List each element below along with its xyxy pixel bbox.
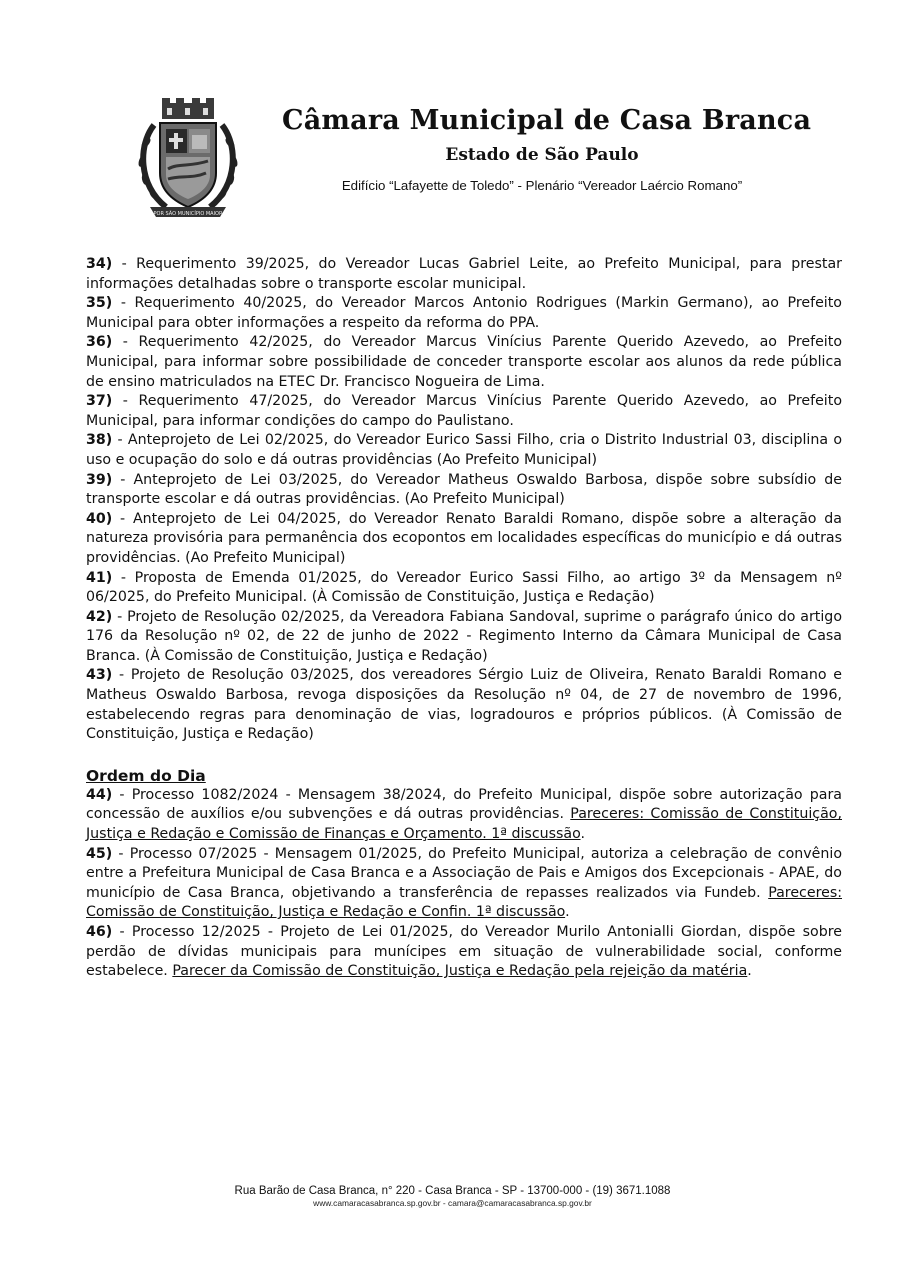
seal-motto: POR SÃO MUNICÍPIO MAIOR xyxy=(153,211,223,217)
item-text: - Processo 07/2025 - Mensagem 01/2025, do Prefeito Municipal, autoriza a celebração de convênio entre a Prefeitura Municipal de Casa Branca e a Associação de Pais e Amigos dos Excepcionais - APAE, do município de Casa Branca, objetivando a transferência de repasses realizados via Fundeb. xyxy=(86,845,842,901)
footer xyxy=(0,1185,905,1208)
document-body xyxy=(86,255,842,982)
agenda-item xyxy=(86,569,842,608)
agenda-item xyxy=(86,471,842,510)
agenda-item xyxy=(86,510,842,569)
institution-building: Edifício “Lafayette de Toledo” - Plenário “Vereador Laércio Romano” xyxy=(341,178,743,193)
item-text: - Requerimento 39/2025, do Vereador Lucas Gabriel Leite, ao Prefeito Municipal, para prestar informações detalhadas sobre o transporte escolar municipal. xyxy=(86,256,842,292)
footer-address: Rua Barão de Casa Branca, n° 220 - Casa Branca - SP - 13700-000 - (19) 3671.1088 xyxy=(234,1185,671,1197)
item-number: 45) xyxy=(86,845,113,862)
item-number: 39) xyxy=(86,471,113,488)
item-number: 40) xyxy=(86,510,113,527)
ordem-item xyxy=(86,845,842,923)
item-number: 44) xyxy=(86,786,113,803)
item-text: - Proposta de Emenda 01/2025, do Vereador Eurico Sassi Filho, ao artigo 3º da Mensagem nº 06/2025, do Prefeito Municipal. (À Comissão de Constituição, Justiça e Redação) xyxy=(86,569,842,606)
item-number: 38) xyxy=(86,432,113,449)
item-text: - Anteprojeto de Lei 04/2025, do Vereador Renato Baraldi Romano, dispõe sobre a alteração da natureza provisória para permanência dos ecopontos em localidades específicas do município e dá outras providências. (Ao Prefeito Municipal) xyxy=(86,510,842,566)
item-text: - Projeto de Resolução 03/2025, dos vereadores Sérgio Luiz de Oliveira, Renato Baraldi Romano e Matheus Oswaldo Barbosa, revoga disposições da Resolução nº 04, de 27 de novembro de 1996, estabelecendo regras para denominação de vias, logradouros e próprios públicos. (À Comissão de Constituição, Justiça e Redação) xyxy=(86,667,842,743)
ordem-item xyxy=(86,923,842,982)
agenda-item xyxy=(86,333,842,392)
agenda-item xyxy=(86,392,842,431)
item-text: - Processo 1082/2024 - Mensagem 38/2024, do Prefeito Municipal, dispõe sobre autorização para concessão de auxílios e/ou subvenções e dá outras providências. xyxy=(86,786,842,823)
item-number: 34) xyxy=(86,256,113,272)
section-title-ordem-do-dia: Ordem do Dia xyxy=(86,766,206,785)
item-number: 37) xyxy=(86,393,113,410)
item-opinion: Parecer da Comissão de Constituição, Justiça e Redação pela rejeição da matéria xyxy=(172,963,748,980)
item-text: - Requerimento 42/2025, do Vereador Marcus Vinícius Parente Querido Azevedo, ao Prefeito Municipal, para informar sobre possibilidade de conceder transporte escolar aos alunos da rede pública de ensino matriculados na ETEC Dr. Francisco Nogueira de Lima. xyxy=(86,334,842,390)
item-opinion: Pareceres: Comissão de Constituição, Justiça e Redação e Confin. 1ª discussão xyxy=(86,884,842,921)
institution-state: Estado de São Paulo xyxy=(445,145,639,165)
agenda-item xyxy=(86,255,842,294)
item-text: - Requerimento 47/2025, do Vereador Marcus Vinícius Parente Querido Azevedo, ao Prefeito Municipal, para informar condições do campo do Paulistano. xyxy=(86,393,842,429)
agenda-item xyxy=(86,431,842,470)
item-number: 35) xyxy=(86,295,113,312)
agenda-item xyxy=(86,608,842,667)
item-number: 42) xyxy=(86,608,113,625)
item-number: 41) xyxy=(86,569,113,586)
letterhead xyxy=(132,95,812,225)
item-text: - Requerimento 40/2025, do Vereador Marcos Antonio Rodrigues (Markin Germano), ao Prefeito Municipal para obter informações a respeito da reforma do PPA. xyxy=(86,295,842,331)
item-number: 36) xyxy=(86,334,113,351)
footer-web: www.camaracasabranca.sp.gov.br - camara@camaracasabranca.sp.gov.br xyxy=(313,1198,592,1208)
item-number: 46) xyxy=(86,924,113,940)
agenda-item xyxy=(86,294,842,333)
item-text: - Anteprojeto de Lei 03/2025, do Vereador Matheus Oswaldo Barbosa, dispõe sobre subsídio de transporte escolar e dá outras providências. (Ao Prefeito Municipal) xyxy=(86,471,842,508)
item-text: - Anteprojeto de Lei 02/2025, do Vereador Eurico Sassi Filho, cria o Distrito Industrial 03, disciplina o uso e ocupação do solo e dá outras providências (Ao Prefeito Municipal) xyxy=(86,432,842,468)
coat-of-arms-icon xyxy=(132,95,244,223)
item-tail: . xyxy=(580,826,586,843)
item-text: - Projeto de Resolução 02/2025, da Vereadora Fabiana Sandoval, suprime o parágrafo único do artigo 176 da Resolução nº 02, de 22 de junho de 2022 - Regimento Interno da Câmara Municipal de Casa Branca. (À Comissão de Constituição, Justiça e Redação) xyxy=(86,608,842,664)
institution-title: Câmara Municipal de Casa Branca xyxy=(282,105,812,136)
item-tail: . xyxy=(747,963,752,980)
ordem-item xyxy=(86,786,842,845)
item-text: - Processo 12/2025 - Projeto de Lei 01/2025, do Vereador Murilo Antonialli Giordan, dispõe sobre perdão de dívidas municipais para munícipes em situação de vulnerabilidade social, conforme estabelece. xyxy=(86,924,842,980)
item-opinion: Pareceres: Comissão de Constituição, Justiça e Redação e Comissão de Finanças e Orçamento. 1ª discussão xyxy=(86,806,842,843)
item-number: 43) xyxy=(86,667,113,684)
agenda-item xyxy=(86,666,842,744)
item-tail: . xyxy=(565,904,570,921)
